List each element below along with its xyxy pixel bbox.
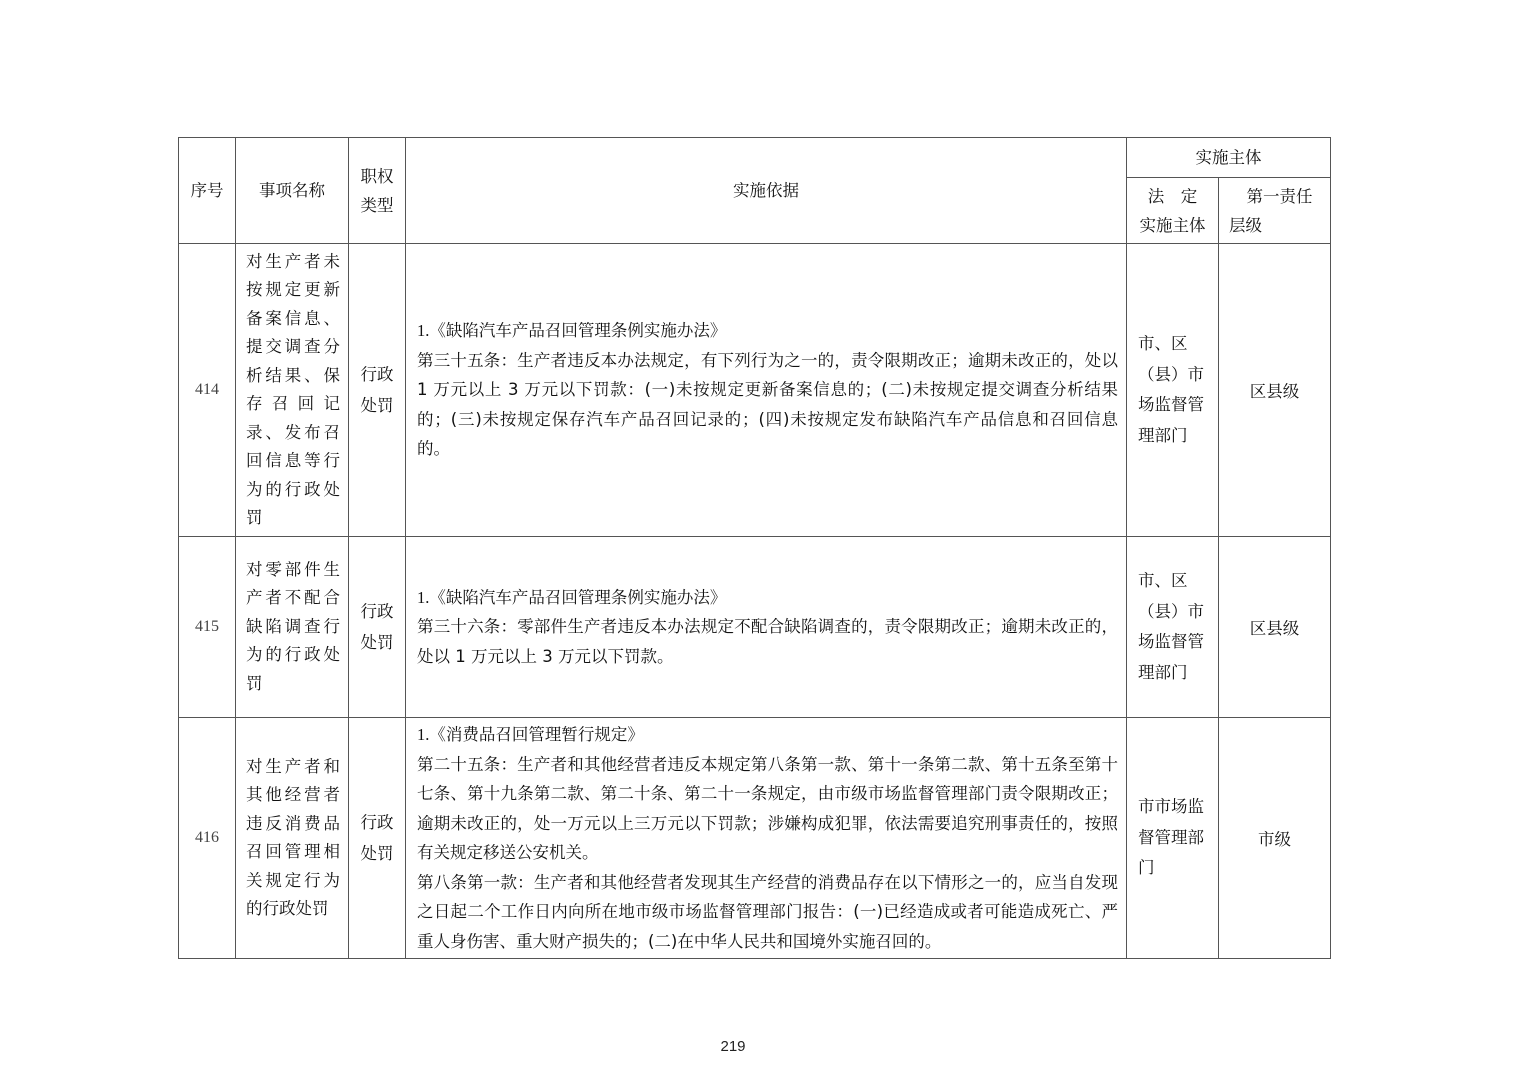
row-authority: 市市场监督管理部门 bbox=[1127, 718, 1219, 959]
row-level: 区县级 bbox=[1219, 537, 1331, 718]
header-seq: 序号 bbox=[179, 138, 236, 244]
header-legal-subject-line2: 实施主体 bbox=[1139, 215, 1206, 235]
row-item-name: 对生产者未按规定更新备案信息、提交调查分析结果、保存召回记录、发布召回信息等行为的行政处罚 bbox=[236, 244, 349, 537]
row-seq: 415 bbox=[179, 537, 236, 718]
header-power-type-line2: 类型 bbox=[360, 195, 394, 215]
basis-title: 1.《缺陷汽车产品召回管理条例实施办法》 bbox=[417, 587, 727, 607]
header-subject-group: 实施主体 bbox=[1127, 138, 1331, 178]
row-authority: 市、区（县）市场监督管理部门 bbox=[1127, 244, 1219, 537]
header-legal-subject bbox=[1127, 178, 1219, 244]
row-power-type bbox=[349, 244, 406, 537]
matters-table bbox=[178, 137, 1331, 959]
table-row bbox=[179, 244, 1331, 537]
basis-paragraph: 第三十六条：零部件生产者违反本办法规定不配合缺陷调查的，责令限期改正；逾期未改正的，处以 1 万元以上 3 万元以下罚款。 bbox=[417, 617, 1118, 666]
row-level: 区县级 bbox=[1219, 244, 1331, 537]
basis-paragraph: 第八条第一款：生产者和其他经营者发现其生产经营的消费品存在以下情形之一的，应当自发现之日起二个工作日内向所在地市级市场监督管理部门报告：(一)已经造成或者可能造成死亡、严重人身伤害、重大财产损失的；(二)在中华人民共和国境外实施召回的。 bbox=[417, 872, 1118, 951]
page-number: 219 bbox=[720, 1038, 746, 1055]
row-basis bbox=[406, 244, 1127, 537]
row-power-type bbox=[349, 537, 406, 718]
row-power-type-line2: 处罚 bbox=[360, 844, 394, 863]
basis-title: 1.《缺陷汽车产品召回管理条例实施办法》 bbox=[417, 321, 727, 341]
header-power-type-line1: 职权 bbox=[360, 166, 394, 186]
row-power-type-line1: 行政 bbox=[360, 602, 394, 621]
row-basis bbox=[406, 537, 1127, 718]
row-power-type bbox=[349, 718, 406, 959]
header-legal-subject-line1: 法 定 bbox=[1147, 186, 1198, 206]
header-first-resp-line1: 第一责任 bbox=[1246, 186, 1313, 206]
row-item-name: 对生产者和其他经营者违反消费品召回管理相关规定行为的行政处罚 bbox=[236, 718, 349, 959]
row-power-type-line2: 处罚 bbox=[360, 396, 394, 415]
header-item-name: 事项名称 bbox=[236, 138, 349, 244]
basis-paragraph: 第三十五条：生产者违反本办法规定，有下列行为之一的，责令限期改正；逾期未改正的，处以 1 万元以上 3 万元以下罚款：(一)未按规定更新备案信息的；(二)未按规定提交调查分析结果的；(三)未按规定保存汽车产品召回记录的；(四)未按规定发布缺陷汽车产品信息和召回信息的。 bbox=[417, 350, 1118, 459]
row-level: 市级 bbox=[1219, 718, 1331, 959]
row-power-type-line1: 行政 bbox=[360, 813, 394, 832]
header-first-responsibility bbox=[1219, 178, 1331, 244]
header-first-resp-line2: 层级 bbox=[1229, 215, 1262, 235]
row-authority: 市、区（县）市场监督管理部门 bbox=[1127, 537, 1219, 718]
table-row bbox=[179, 537, 1331, 718]
header-basis: 实施依据 bbox=[406, 138, 1127, 244]
basis-title: 1.《消费品召回管理暂行规定》 bbox=[417, 725, 644, 744]
header-power-type bbox=[349, 138, 406, 244]
row-power-type-line1: 行政 bbox=[360, 365, 394, 384]
row-power-type-line2: 处罚 bbox=[360, 633, 394, 652]
basis-paragraph: 第二十五条：生产者和其他经营者违反本规定第八条第一款、第十一条第二款、第十五条至第十七条、第十九条第二款、第二十条、第二十一条规定，由市级市场监督管理部门责令限期改正；逾期未改正的，处一万元以上三万元以下罚款；涉嫌构成犯罪，依法需要追究刑事责任的，按照有关规定移送公安机关。 bbox=[417, 754, 1118, 862]
row-basis bbox=[406, 718, 1127, 959]
table-row bbox=[179, 718, 1331, 959]
row-seq: 416 bbox=[179, 718, 236, 959]
row-seq: 414 bbox=[179, 244, 236, 537]
header-row-1 bbox=[179, 138, 1331, 178]
row-item-name: 对零部件生产者不配合缺陷调查行为的行政处罚 bbox=[236, 537, 349, 718]
